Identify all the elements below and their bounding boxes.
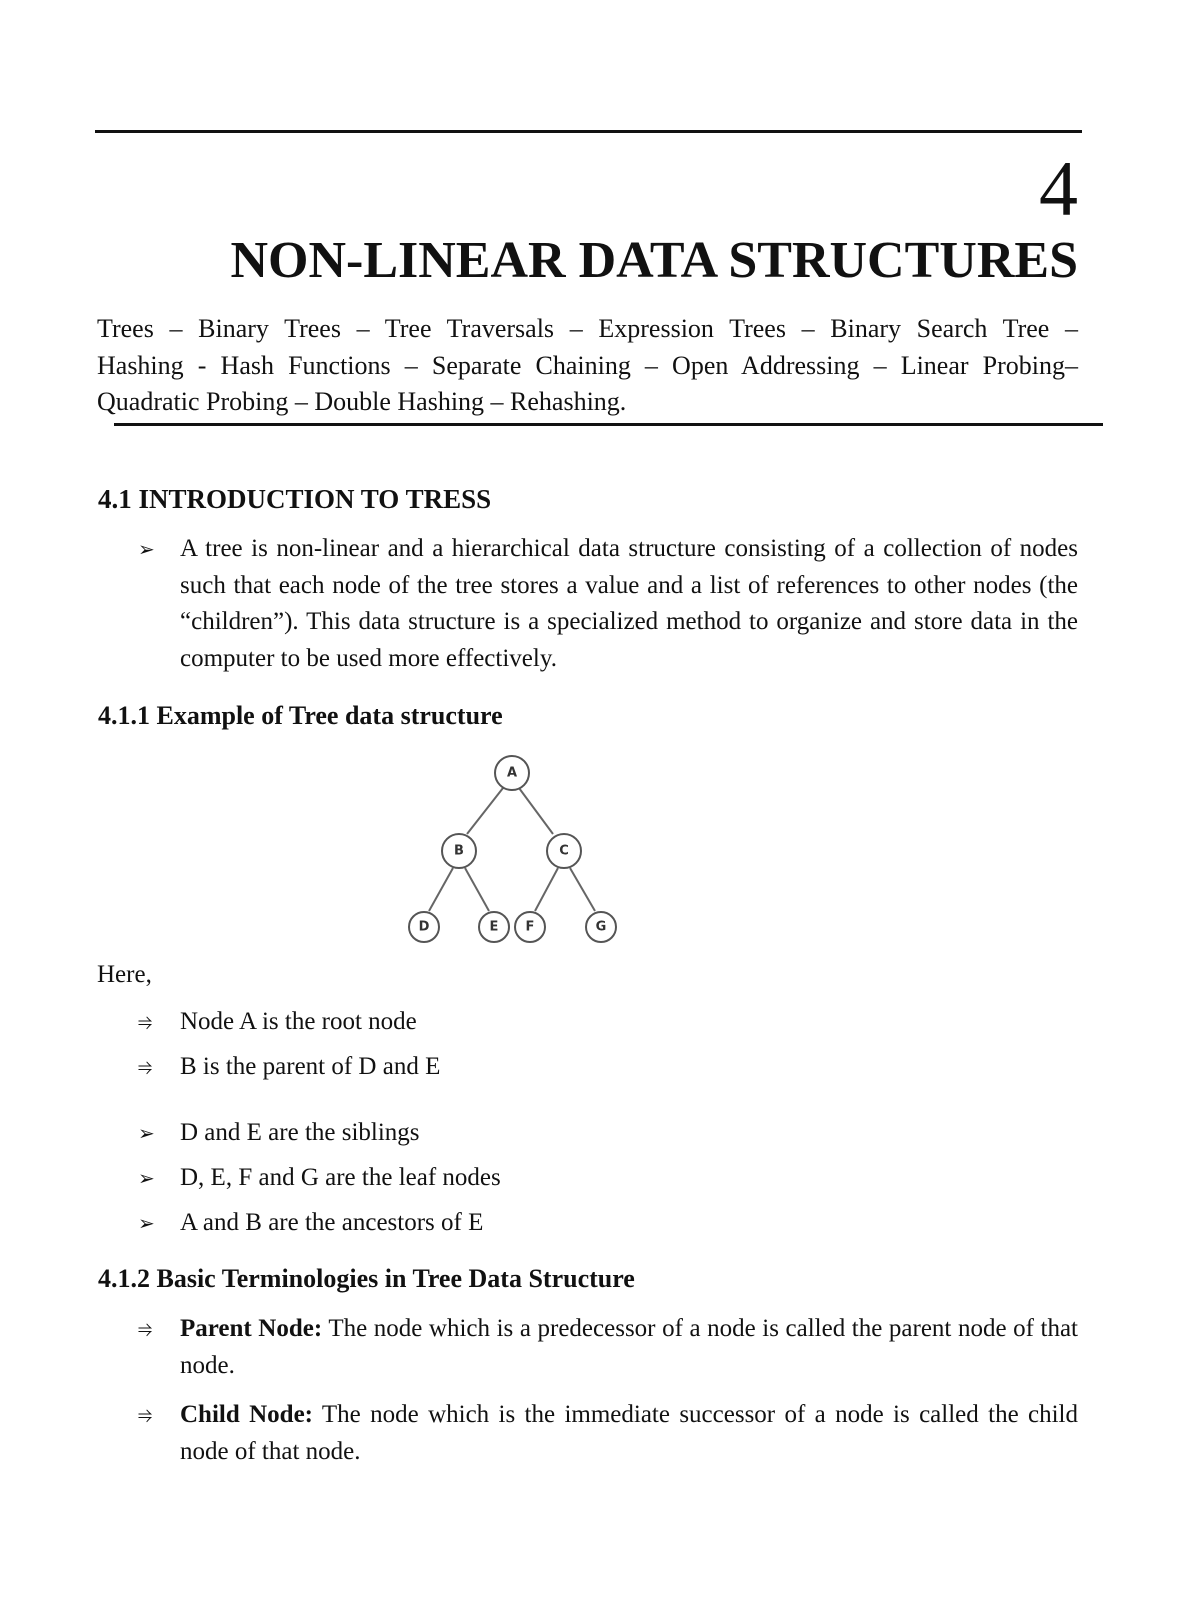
edge-b-e: [465, 868, 489, 911]
top-rule: [95, 130, 1082, 133]
arrow-bullet-icon: ➢: [138, 1166, 155, 1190]
edge-b-d: [429, 868, 453, 911]
term-label: Child Node:: [180, 1401, 313, 1428]
edge-a-c: [519, 788, 553, 834]
node-label-c: C: [559, 843, 569, 859]
node-label-b: B: [454, 843, 464, 859]
list-item-text: A and B are the ancestors of E: [180, 1209, 484, 1236]
term-definition: [138, 1311, 1078, 1384]
subsection-heading: 4.1.2 Basic Terminologies in Tree Data Structure: [98, 1264, 635, 1293]
intro-bullet: [138, 531, 1078, 677]
arc-arrow-bullet-icon: ⥤: [138, 1056, 153, 1077]
chapter-topics: [97, 311, 1078, 421]
edge-a-b: [467, 788, 503, 834]
chapter-title: NON-LINEAR DATA STRUCTURES: [230, 232, 1078, 289]
list-item: [138, 1160, 1078, 1197]
term-text: The node which is a predecessor of a node is called the parent node of that node.: [180, 1315, 1078, 1379]
edge-c-f: [535, 868, 558, 911]
list-item-text: B is the parent of D and E: [180, 1053, 441, 1080]
node-label-a: A: [506, 765, 518, 781]
term-text: The node which is the immediate successor of a node is called the child node of that node.: [180, 1401, 1079, 1465]
arc-arrow-bullet-icon: ⥤: [138, 1011, 153, 1032]
node-label-d: D: [418, 919, 430, 935]
arc-arrow-bullet-icon: ⥤: [138, 1318, 153, 1339]
list-item-text: D and E are the siblings: [180, 1119, 420, 1146]
edge-c-g: [570, 868, 595, 911]
subsection-heading: 4.1.1 Example of Tree data structure: [98, 701, 503, 730]
topics-line: Quadratic Probing – Double Hashing – Rehashing.: [97, 387, 627, 416]
tree-diagram: [395, 750, 635, 950]
term-definition: [138, 1397, 1079, 1470]
node-label-e: E: [489, 919, 499, 935]
list-item-text: Node A is the root node: [180, 1008, 417, 1035]
list-item: [138, 1004, 1078, 1041]
topics-line: Hashing - Hash Functions – Separate Chaining – Open Addressing – Linear Probing–: [97, 350, 1078, 380]
arrow-bullet-icon: ➢: [138, 1121, 155, 1145]
list-item: [138, 1049, 1078, 1086]
node-label-f: F: [525, 919, 535, 935]
list-item-text: D, E, F and G are the leaf nodes: [180, 1164, 501, 1191]
topics-line: Trees – Binary Trees – Tree Traversals – Expression Trees – Binary Search Tree –: [97, 314, 1078, 343]
list-item: [138, 1205, 1078, 1242]
list-item: [138, 1115, 1078, 1152]
header-bottom-rule: [114, 423, 1103, 426]
node-label-g: G: [595, 919, 607, 935]
arc-arrow-bullet-icon: ⥤: [138, 1404, 153, 1425]
intro-text: A tree is non-linear and a hierarchical data structure consisting of a collection of nodes such that each node of the tree stores a value and a list of references to other nodes (the “children”). This data structure is a specialized method to organize and store data in the computer to be used more effectively.: [180, 535, 1078, 672]
chapter-number: 4: [1039, 145, 1078, 232]
section-heading: 4.1 INTRODUCTION TO TRESS: [98, 484, 492, 514]
term-label: Parent Node:: [180, 1315, 323, 1342]
arrow-bullet-icon: ➢: [138, 537, 155, 561]
arrow-bullet-icon: ➢: [138, 1211, 155, 1235]
here-label: Here,: [97, 961, 152, 988]
